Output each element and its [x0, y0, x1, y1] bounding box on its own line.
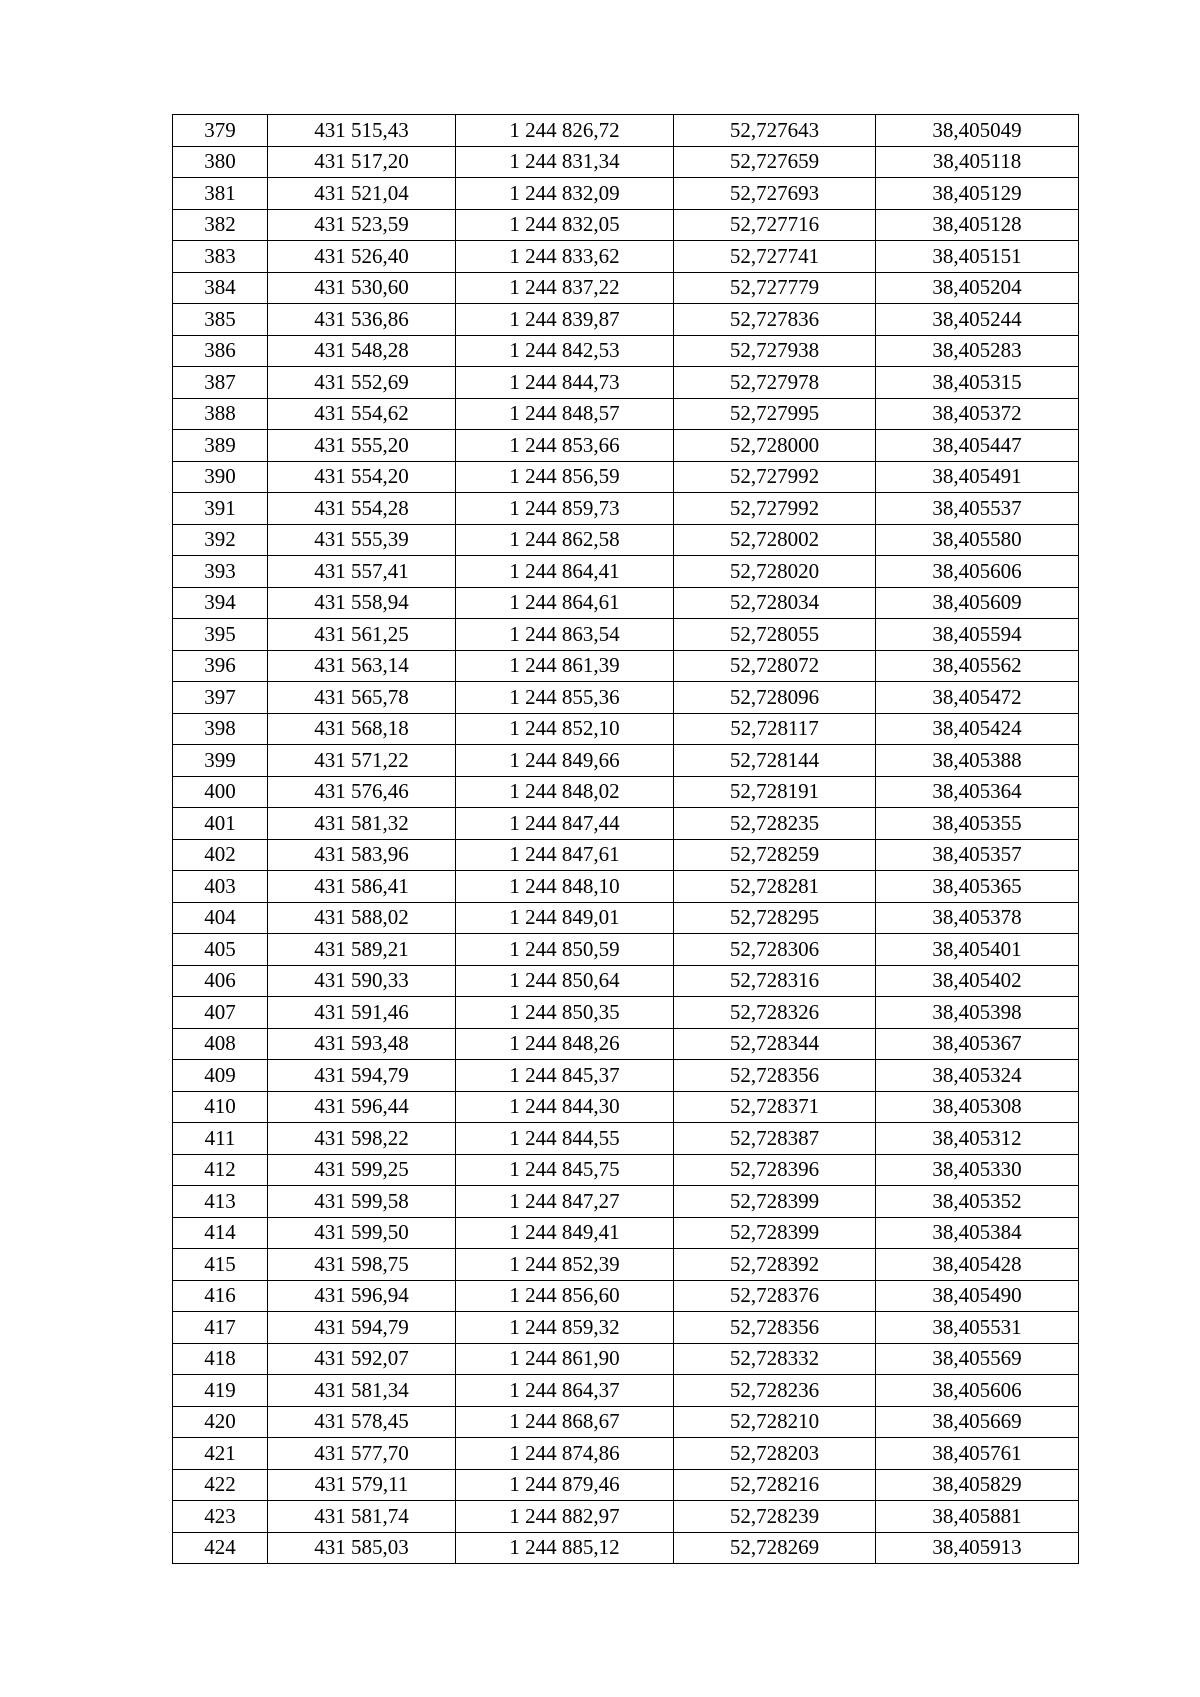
- latitude-cell: 52,728216: [674, 1469, 876, 1501]
- latitude-cell: 52,727693: [674, 178, 876, 210]
- table-row: [173, 650, 1079, 682]
- table-row: [173, 1154, 1079, 1186]
- table-row: [173, 241, 1079, 273]
- y-coordinate-cell: 1 244 831,34: [456, 146, 674, 178]
- latitude-cell: 52,728239: [674, 1501, 876, 1533]
- latitude-cell: 52,728316: [674, 965, 876, 997]
- table-row: [173, 115, 1079, 147]
- latitude-cell: 52,727716: [674, 209, 876, 241]
- latitude-cell: 52,728396: [674, 1154, 876, 1186]
- point-number-cell: 379: [173, 115, 268, 147]
- point-number-cell: 416: [173, 1280, 268, 1312]
- x-coordinate-cell: 431 521,04: [268, 178, 456, 210]
- y-coordinate-cell: 1 244 833,62: [456, 241, 674, 273]
- table-row: [173, 965, 1079, 997]
- x-coordinate-cell: 431 568,18: [268, 713, 456, 745]
- longitude-cell: 38,405355: [876, 808, 1079, 840]
- point-number-cell: 415: [173, 1249, 268, 1281]
- table-row: [173, 1060, 1079, 1092]
- longitude-cell: 38,405049: [876, 115, 1079, 147]
- x-coordinate-cell: 431 552,69: [268, 367, 456, 399]
- longitude-cell: 38,405594: [876, 619, 1079, 651]
- point-number-cell: 385: [173, 304, 268, 336]
- point-number-cell: 407: [173, 997, 268, 1029]
- x-coordinate-cell: 431 558,94: [268, 587, 456, 619]
- point-number-cell: 421: [173, 1438, 268, 1470]
- table-row: [173, 304, 1079, 336]
- point-number-cell: 418: [173, 1343, 268, 1375]
- y-coordinate-cell: 1 244 864,41: [456, 556, 674, 588]
- table-row: [173, 556, 1079, 588]
- longitude-cell: 38,405881: [876, 1501, 1079, 1533]
- table-row: [173, 871, 1079, 903]
- longitude-cell: 38,405128: [876, 209, 1079, 241]
- y-coordinate-cell: 1 244 879,46: [456, 1469, 674, 1501]
- point-number-cell: 389: [173, 430, 268, 462]
- latitude-cell: 52,728259: [674, 839, 876, 871]
- table-row: [173, 461, 1079, 493]
- point-number-cell: 414: [173, 1217, 268, 1249]
- longitude-cell: 38,405609: [876, 587, 1079, 619]
- longitude-cell: 38,405151: [876, 241, 1079, 273]
- table-row: [173, 398, 1079, 430]
- x-coordinate-cell: 431 581,32: [268, 808, 456, 840]
- table-row: [173, 1343, 1079, 1375]
- x-coordinate-cell: 431 586,41: [268, 871, 456, 903]
- y-coordinate-cell: 1 244 882,97: [456, 1501, 674, 1533]
- y-coordinate-cell: 1 244 844,30: [456, 1091, 674, 1123]
- point-number-cell: 411: [173, 1123, 268, 1155]
- table-row: [173, 1123, 1079, 1155]
- x-coordinate-cell: 431 565,78: [268, 682, 456, 714]
- y-coordinate-cell: 1 244 859,32: [456, 1312, 674, 1344]
- x-coordinate-cell: 431 598,75: [268, 1249, 456, 1281]
- latitude-cell: 52,728191: [674, 776, 876, 808]
- point-number-cell: 401: [173, 808, 268, 840]
- table-row: [173, 1312, 1079, 1344]
- latitude-cell: 52,728236: [674, 1375, 876, 1407]
- point-number-cell: 398: [173, 713, 268, 745]
- longitude-cell: 38,405384: [876, 1217, 1079, 1249]
- x-coordinate-cell: 431 536,86: [268, 304, 456, 336]
- y-coordinate-cell: 1 244 844,55: [456, 1123, 674, 1155]
- latitude-cell: 52,727978: [674, 367, 876, 399]
- table-row: [173, 619, 1079, 651]
- table-row: [173, 745, 1079, 777]
- table-row: [173, 1469, 1079, 1501]
- point-number-cell: 413: [173, 1186, 268, 1218]
- table-row: [173, 493, 1079, 525]
- y-coordinate-cell: 1 244 859,73: [456, 493, 674, 525]
- longitude-cell: 38,405398: [876, 997, 1079, 1029]
- table-row: [173, 1375, 1079, 1407]
- y-coordinate-cell: 1 244 863,54: [456, 619, 674, 651]
- longitude-cell: 38,405388: [876, 745, 1079, 777]
- latitude-cell: 52,728210: [674, 1406, 876, 1438]
- y-coordinate-cell: 1 244 850,64: [456, 965, 674, 997]
- point-number-cell: 382: [173, 209, 268, 241]
- y-coordinate-cell: 1 244 853,66: [456, 430, 674, 462]
- x-coordinate-cell: 431 581,74: [268, 1501, 456, 1533]
- table-row: [173, 1501, 1079, 1533]
- point-number-cell: 405: [173, 934, 268, 966]
- x-coordinate-cell: 431 530,60: [268, 272, 456, 304]
- latitude-cell: 52,728235: [674, 808, 876, 840]
- x-coordinate-cell: 431 577,70: [268, 1438, 456, 1470]
- latitude-cell: 52,728020: [674, 556, 876, 588]
- x-coordinate-cell: 431 548,28: [268, 335, 456, 367]
- y-coordinate-cell: 1 244 861,39: [456, 650, 674, 682]
- x-coordinate-cell: 431 589,21: [268, 934, 456, 966]
- latitude-cell: 52,728295: [674, 902, 876, 934]
- longitude-cell: 38,405244: [876, 304, 1079, 336]
- point-number-cell: 424: [173, 1532, 268, 1564]
- point-number-cell: 404: [173, 902, 268, 934]
- longitude-cell: 38,405401: [876, 934, 1079, 966]
- y-coordinate-cell: 1 244 826,72: [456, 115, 674, 147]
- y-coordinate-cell: 1 244 852,10: [456, 713, 674, 745]
- x-coordinate-cell: 431 599,25: [268, 1154, 456, 1186]
- point-number-cell: 380: [173, 146, 268, 178]
- y-coordinate-cell: 1 244 848,26: [456, 1028, 674, 1060]
- point-number-cell: 381: [173, 178, 268, 210]
- table-row: [173, 1438, 1079, 1470]
- x-coordinate-cell: 431 585,03: [268, 1532, 456, 1564]
- table-row: [173, 587, 1079, 619]
- longitude-cell: 38,405324: [876, 1060, 1079, 1092]
- table-row: [173, 1532, 1079, 1564]
- latitude-cell: 52,728055: [674, 619, 876, 651]
- point-number-cell: 399: [173, 745, 268, 777]
- y-coordinate-cell: 1 244 848,02: [456, 776, 674, 808]
- table-row: [173, 682, 1079, 714]
- y-coordinate-cell: 1 244 862,58: [456, 524, 674, 556]
- y-coordinate-cell: 1 244 848,57: [456, 398, 674, 430]
- latitude-cell: 52,728144: [674, 745, 876, 777]
- point-number-cell: 386: [173, 335, 268, 367]
- latitude-cell: 52,728344: [674, 1028, 876, 1060]
- x-coordinate-cell: 431 561,25: [268, 619, 456, 651]
- y-coordinate-cell: 1 244 845,75: [456, 1154, 674, 1186]
- longitude-cell: 38,405472: [876, 682, 1079, 714]
- point-number-cell: 387: [173, 367, 268, 399]
- point-number-cell: 394: [173, 587, 268, 619]
- latitude-cell: 52,727992: [674, 493, 876, 525]
- point-number-cell: 384: [173, 272, 268, 304]
- y-coordinate-cell: 1 244 856,59: [456, 461, 674, 493]
- latitude-cell: 52,727995: [674, 398, 876, 430]
- x-coordinate-cell: 431 583,96: [268, 839, 456, 871]
- x-coordinate-cell: 431 526,40: [268, 241, 456, 273]
- point-number-cell: 395: [173, 619, 268, 651]
- point-number-cell: 419: [173, 1375, 268, 1407]
- latitude-cell: 52,728332: [674, 1343, 876, 1375]
- point-number-cell: 417: [173, 1312, 268, 1344]
- point-number-cell: 388: [173, 398, 268, 430]
- longitude-cell: 38,405315: [876, 367, 1079, 399]
- longitude-cell: 38,405606: [876, 1375, 1079, 1407]
- y-coordinate-cell: 1 244 842,53: [456, 335, 674, 367]
- x-coordinate-cell: 431 598,22: [268, 1123, 456, 1155]
- table-row: [173, 178, 1079, 210]
- latitude-cell: 52,728387: [674, 1123, 876, 1155]
- longitude-cell: 38,405491: [876, 461, 1079, 493]
- table-row: [173, 1186, 1079, 1218]
- y-coordinate-cell: 1 244 847,44: [456, 808, 674, 840]
- table-row: [173, 367, 1079, 399]
- x-coordinate-cell: 431 555,20: [268, 430, 456, 462]
- table-row: [173, 776, 1079, 808]
- x-coordinate-cell: 431 599,50: [268, 1217, 456, 1249]
- x-coordinate-cell: 431 554,20: [268, 461, 456, 493]
- y-coordinate-cell: 1 244 837,22: [456, 272, 674, 304]
- y-coordinate-cell: 1 244 847,27: [456, 1186, 674, 1218]
- table-row: [173, 430, 1079, 462]
- latitude-cell: 52,727659: [674, 146, 876, 178]
- x-coordinate-cell: 431 594,79: [268, 1060, 456, 1092]
- point-number-cell: 392: [173, 524, 268, 556]
- latitude-cell: 52,727741: [674, 241, 876, 273]
- longitude-cell: 38,405669: [876, 1406, 1079, 1438]
- x-coordinate-cell: 431 592,07: [268, 1343, 456, 1375]
- point-number-cell: 409: [173, 1060, 268, 1092]
- latitude-cell: 52,728399: [674, 1217, 876, 1249]
- y-coordinate-cell: 1 244 849,41: [456, 1217, 674, 1249]
- longitude-cell: 38,405312: [876, 1123, 1079, 1155]
- longitude-cell: 38,405378: [876, 902, 1079, 934]
- coordinates-table: [172, 114, 1079, 1564]
- longitude-cell: 38,405357: [876, 839, 1079, 871]
- longitude-cell: 38,405606: [876, 556, 1079, 588]
- point-number-cell: 402: [173, 839, 268, 871]
- table-row: [173, 713, 1079, 745]
- x-coordinate-cell: 431 596,94: [268, 1280, 456, 1312]
- table-row: [173, 524, 1079, 556]
- longitude-cell: 38,405531: [876, 1312, 1079, 1344]
- point-number-cell: 420: [173, 1406, 268, 1438]
- longitude-cell: 38,405537: [876, 493, 1079, 525]
- latitude-cell: 52,728269: [674, 1532, 876, 1564]
- x-coordinate-cell: 431 515,43: [268, 115, 456, 147]
- x-coordinate-cell: 431 517,20: [268, 146, 456, 178]
- latitude-cell: 52,727836: [674, 304, 876, 336]
- longitude-cell: 38,405204: [876, 272, 1079, 304]
- table-row: [173, 272, 1079, 304]
- table-row: [173, 1028, 1079, 1060]
- x-coordinate-cell: 431 557,41: [268, 556, 456, 588]
- longitude-cell: 38,405428: [876, 1249, 1079, 1281]
- x-coordinate-cell: 431 581,34: [268, 1375, 456, 1407]
- y-coordinate-cell: 1 244 864,61: [456, 587, 674, 619]
- x-coordinate-cell: 431 571,22: [268, 745, 456, 777]
- latitude-cell: 52,727779: [674, 272, 876, 304]
- y-coordinate-cell: 1 244 849,66: [456, 745, 674, 777]
- y-coordinate-cell: 1 244 861,90: [456, 1343, 674, 1375]
- x-coordinate-cell: 431 554,62: [268, 398, 456, 430]
- y-coordinate-cell: 1 244 832,05: [456, 209, 674, 241]
- longitude-cell: 38,405569: [876, 1343, 1079, 1375]
- longitude-cell: 38,405562: [876, 650, 1079, 682]
- x-coordinate-cell: 431 596,44: [268, 1091, 456, 1123]
- y-coordinate-cell: 1 244 844,73: [456, 367, 674, 399]
- table-row: [173, 209, 1079, 241]
- longitude-cell: 38,405829: [876, 1469, 1079, 1501]
- point-number-cell: 396: [173, 650, 268, 682]
- latitude-cell: 52,728000: [674, 430, 876, 462]
- point-number-cell: 410: [173, 1091, 268, 1123]
- point-number-cell: 397: [173, 682, 268, 714]
- latitude-cell: 52,728356: [674, 1060, 876, 1092]
- point-number-cell: 393: [173, 556, 268, 588]
- y-coordinate-cell: 1 244 874,86: [456, 1438, 674, 1470]
- latitude-cell: 52,728072: [674, 650, 876, 682]
- point-number-cell: 422: [173, 1469, 268, 1501]
- point-number-cell: 383: [173, 241, 268, 273]
- latitude-cell: 52,728117: [674, 713, 876, 745]
- x-coordinate-cell: 431 563,14: [268, 650, 456, 682]
- x-coordinate-cell: 431 590,33: [268, 965, 456, 997]
- y-coordinate-cell: 1 244 847,61: [456, 839, 674, 871]
- point-number-cell: 406: [173, 965, 268, 997]
- latitude-cell: 52,728399: [674, 1186, 876, 1218]
- x-coordinate-cell: 431 554,28: [268, 493, 456, 525]
- x-coordinate-cell: 431 523,59: [268, 209, 456, 241]
- y-coordinate-cell: 1 244 850,59: [456, 934, 674, 966]
- table-row: [173, 146, 1079, 178]
- latitude-cell: 52,728306: [674, 934, 876, 966]
- longitude-cell: 38,405352: [876, 1186, 1079, 1218]
- y-coordinate-cell: 1 244 885,12: [456, 1532, 674, 1564]
- longitude-cell: 38,405118: [876, 146, 1079, 178]
- x-coordinate-cell: 431 578,45: [268, 1406, 456, 1438]
- x-coordinate-cell: 431 555,39: [268, 524, 456, 556]
- point-number-cell: 408: [173, 1028, 268, 1060]
- x-coordinate-cell: 431 593,48: [268, 1028, 456, 1060]
- latitude-cell: 52,727938: [674, 335, 876, 367]
- table-row: [173, 1280, 1079, 1312]
- longitude-cell: 38,405308: [876, 1091, 1079, 1123]
- x-coordinate-cell: 431 599,58: [268, 1186, 456, 1218]
- latitude-cell: 52,727992: [674, 461, 876, 493]
- longitude-cell: 38,405761: [876, 1438, 1079, 1470]
- longitude-cell: 38,405490: [876, 1280, 1079, 1312]
- latitude-cell: 52,728281: [674, 871, 876, 903]
- table-row: [173, 902, 1079, 934]
- longitude-cell: 38,405129: [876, 178, 1079, 210]
- table-row: [173, 335, 1079, 367]
- longitude-cell: 38,405364: [876, 776, 1079, 808]
- longitude-cell: 38,405402: [876, 965, 1079, 997]
- y-coordinate-cell: 1 244 845,37: [456, 1060, 674, 1092]
- table-row: [173, 1091, 1079, 1123]
- longitude-cell: 38,405424: [876, 713, 1079, 745]
- y-coordinate-cell: 1 244 850,35: [456, 997, 674, 1029]
- table-row: [173, 997, 1079, 1029]
- y-coordinate-cell: 1 244 856,60: [456, 1280, 674, 1312]
- y-coordinate-cell: 1 244 848,10: [456, 871, 674, 903]
- latitude-cell: 52,728371: [674, 1091, 876, 1123]
- longitude-cell: 38,405367: [876, 1028, 1079, 1060]
- point-number-cell: 423: [173, 1501, 268, 1533]
- latitude-cell: 52,728203: [674, 1438, 876, 1470]
- y-coordinate-cell: 1 244 849,01: [456, 902, 674, 934]
- x-coordinate-cell: 431 588,02: [268, 902, 456, 934]
- table-row: [173, 1217, 1079, 1249]
- point-number-cell: 400: [173, 776, 268, 808]
- y-coordinate-cell: 1 244 839,87: [456, 304, 674, 336]
- latitude-cell: 52,728326: [674, 997, 876, 1029]
- x-coordinate-cell: 431 576,46: [268, 776, 456, 808]
- longitude-cell: 38,405365: [876, 871, 1079, 903]
- latitude-cell: 52,728034: [674, 587, 876, 619]
- table-body: [173, 115, 1079, 1564]
- table-row: [173, 808, 1079, 840]
- point-number-cell: 403: [173, 871, 268, 903]
- latitude-cell: 52,728356: [674, 1312, 876, 1344]
- longitude-cell: 38,405283: [876, 335, 1079, 367]
- latitude-cell: 52,728392: [674, 1249, 876, 1281]
- latitude-cell: 52,727643: [674, 115, 876, 147]
- longitude-cell: 38,405580: [876, 524, 1079, 556]
- y-coordinate-cell: 1 244 832,09: [456, 178, 674, 210]
- table-row: [173, 1249, 1079, 1281]
- y-coordinate-cell: 1 244 855,36: [456, 682, 674, 714]
- longitude-cell: 38,405372: [876, 398, 1079, 430]
- y-coordinate-cell: 1 244 868,67: [456, 1406, 674, 1438]
- x-coordinate-cell: 431 579,11: [268, 1469, 456, 1501]
- y-coordinate-cell: 1 244 852,39: [456, 1249, 674, 1281]
- longitude-cell: 38,405913: [876, 1532, 1079, 1564]
- point-number-cell: 412: [173, 1154, 268, 1186]
- x-coordinate-cell: 431 594,79: [268, 1312, 456, 1344]
- point-number-cell: 391: [173, 493, 268, 525]
- longitude-cell: 38,405447: [876, 430, 1079, 462]
- latitude-cell: 52,728096: [674, 682, 876, 714]
- longitude-cell: 38,405330: [876, 1154, 1079, 1186]
- x-coordinate-cell: 431 591,46: [268, 997, 456, 1029]
- table-row: [173, 839, 1079, 871]
- latitude-cell: 52,728002: [674, 524, 876, 556]
- table-row: [173, 1406, 1079, 1438]
- y-coordinate-cell: 1 244 864,37: [456, 1375, 674, 1407]
- latitude-cell: 52,728376: [674, 1280, 876, 1312]
- point-number-cell: 390: [173, 461, 268, 493]
- table-row: [173, 934, 1079, 966]
